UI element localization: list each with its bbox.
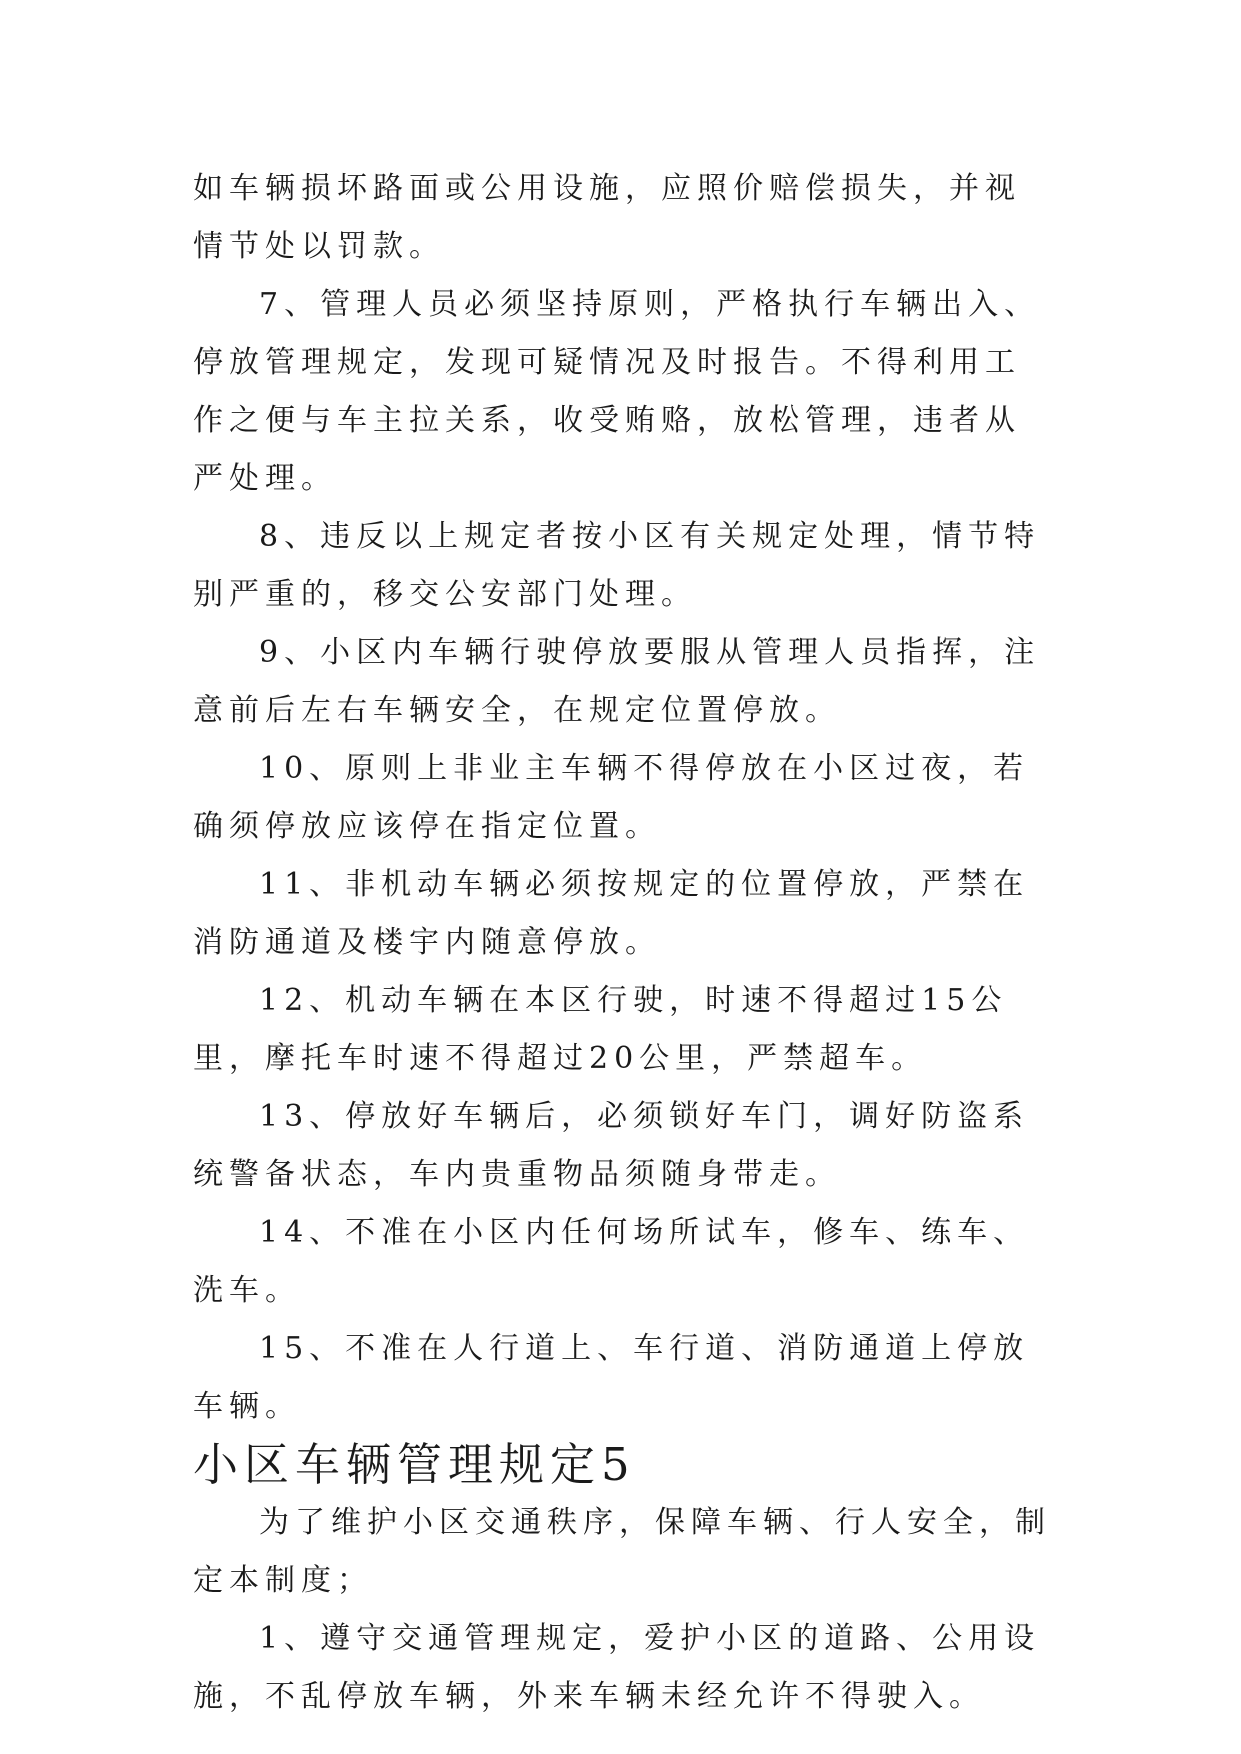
paragraph-item-11: 11、非机动车辆必须按规定的位置停放，严禁在消防通道及楼宇内随意停放。 <box>193 867 1030 960</box>
paragraph-item-8: 8、违反以上规定者按小区有关规定处理，情节特别严重的，移交公安部门处理。 <box>193 519 1041 612</box>
paragraph-item-14: 14、不准在小区内任何场所试车，修车、练车、洗车。 <box>193 1215 1030 1308</box>
section-title: 小区车辆管理规定5 <box>193 1438 636 1491</box>
paragraph-item-15: 15、不准在人行道上、车行道、消防通道上停放车辆。 <box>193 1331 1030 1424</box>
paragraph-continued: 如车辆损坏路面或公用设施，应照价赔偿损失，并视情节处以罚款。 <box>193 171 1021 264</box>
section-intro-paragraph: 为了维护小区交通秩序，保障车辆、行人安全，制定本制度； <box>193 1505 1051 1598</box>
paragraph-item-13: 13、停放好车辆后，必须锁好车门，调好防盗系统警备状态，车内贵重物品须随身带走。 <box>193 1099 1030 1192</box>
paragraph-item-12: 12、机动车辆在本区行驶，时速不得超过15公里，摩托车时速不得超过20公里，严禁超车。 <box>193 983 1008 1076</box>
document-body <box>193 160 1053 1726</box>
paragraph-item-7: 7、管理人员必须坚持原则，严格执行车辆出入、停放管理规定，发现可疑情况及时报告。不得利用工作之便与车主拉关系，收受贿赂，放松管理，违者从严处理。 <box>193 287 1041 496</box>
paragraph-item-9: 9、小区内车辆行驶停放要服从管理人员指挥，注意前后左右车辆安全，在规定位置停放。 <box>193 635 1041 728</box>
paragraph-item-10: 10、原则上非业主车辆不得停放在小区过夜，若确须停放应该停在指定位置。 <box>193 751 1030 844</box>
section-item-1: 1、遵守交通管理规定，爱护小区的道路、公用设施，不乱停放车辆，外来车辆未经允许不得驶入。 <box>193 1621 1041 1714</box>
